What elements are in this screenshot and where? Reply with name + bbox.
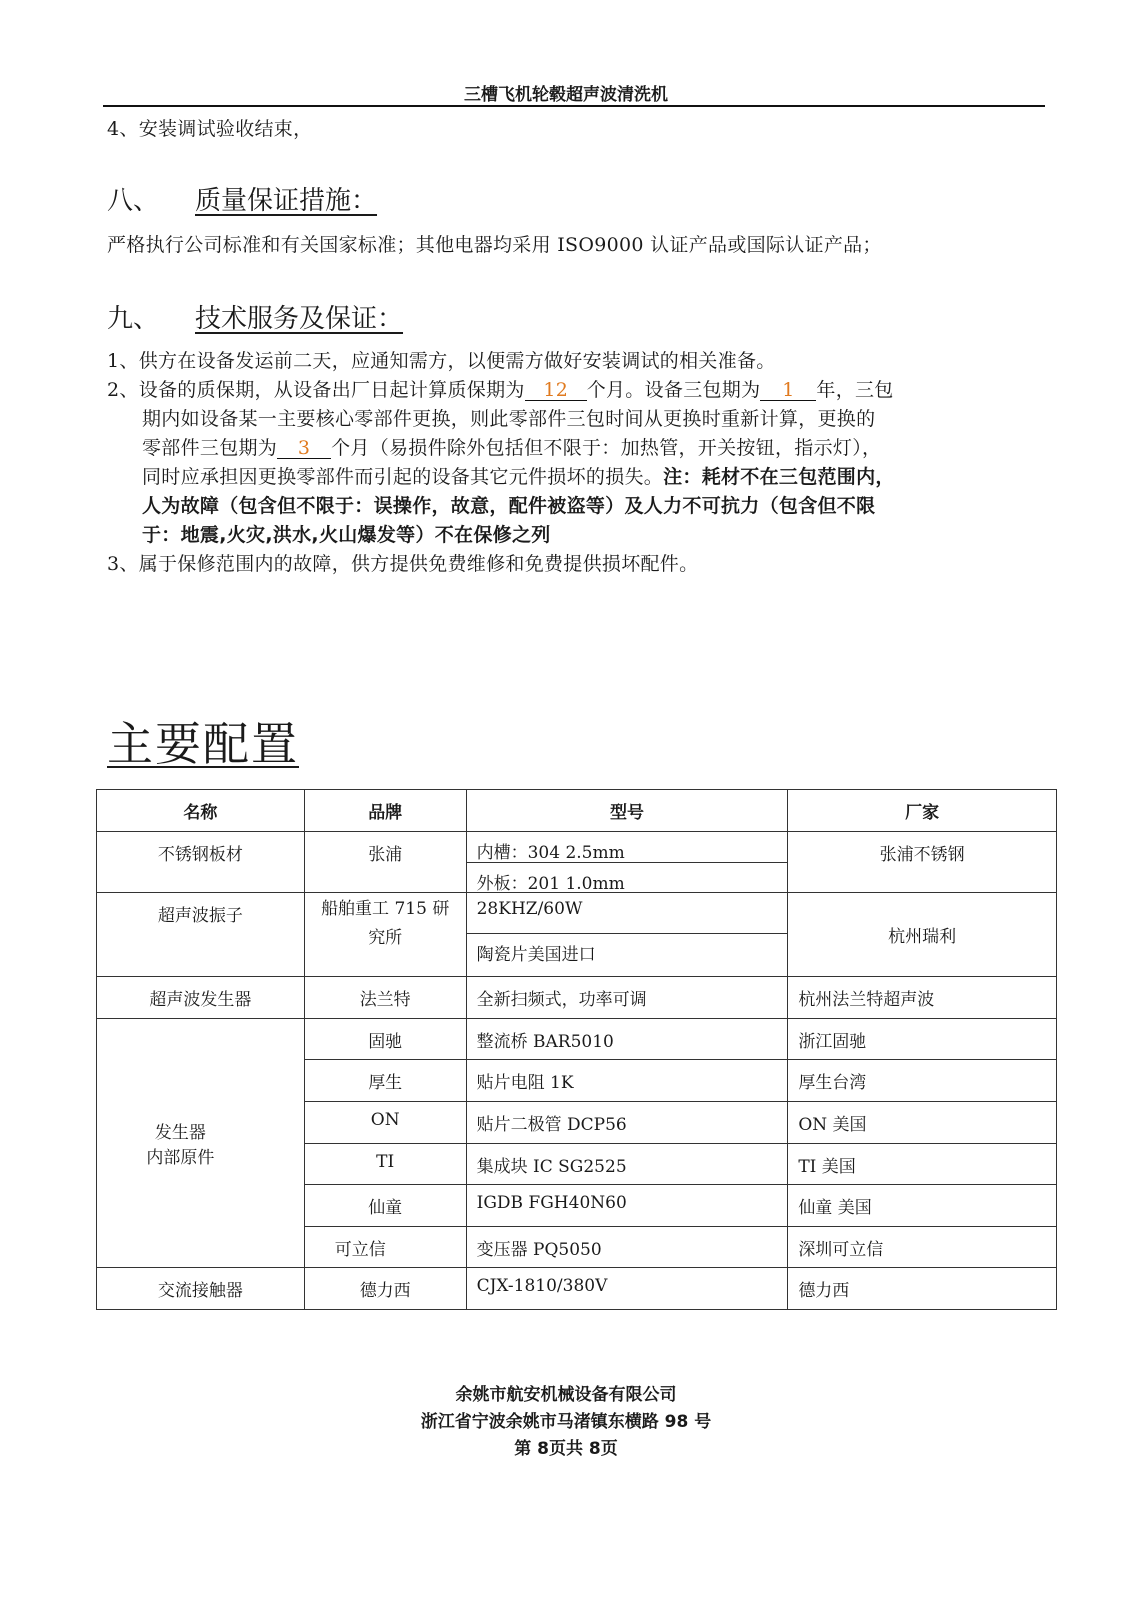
item-2-text-b: 个月。设备三包期为 <box>586 379 761 401</box>
section-9-item-1: 1、供方在设备发运前二天，应通知需方，以便需方做好安装调试的相关准备。 <box>107 350 776 372</box>
cell-maker: ON 美国 <box>788 1102 1057 1144</box>
brand-line: 船舶重工 715 研 <box>321 899 450 919</box>
warranty-months-blank: 12 <box>525 380 587 401</box>
section-8-title: 质量保证措施： <box>195 186 378 216</box>
cell-brand: 仙童 <box>304 1185 466 1227</box>
item-2-text-c: 年，三包 <box>816 379 894 401</box>
config-table <box>96 789 1057 1310</box>
cell-name: 交流接触器 <box>97 1268 305 1310</box>
cell-brand: 可立信 <box>304 1227 466 1268</box>
section-9-title: 技术服务及保证： <box>195 304 404 334</box>
section-8-body: 严格执行公司标准和有关国家标准；其他电器均采用 ISO9000 认证产品或国际认证产品； <box>107 234 882 256</box>
footer-company: 余姚市航安机械设备有限公司 <box>455 1385 677 1405</box>
section-8-number: 八、 <box>107 186 160 216</box>
footer-address: 浙江省宁波余姚市马渚镇东横路 98 号 <box>420 1412 712 1432</box>
cell-maker: 杭州瑞利 <box>788 893 1057 977</box>
section-9-item-2-line-4 <box>142 462 895 489</box>
cell-model <box>466 893 788 977</box>
brand-line: 究所 <box>368 928 403 948</box>
footer-page-number: 第 8页共 8页 <box>514 1439 618 1459</box>
internal-group-line: 发生器 <box>154 1123 206 1143</box>
cell-model: 集成块 IC SG2525 <box>466 1144 788 1185</box>
table-row <box>97 1268 1057 1310</box>
item-2-line-3-text-b: 个月（易损件除外包括但不限于：加热管，开关按钮，指示灯）， <box>331 437 882 459</box>
item-2-line-4-note: 注：耗材不在三包范围内， <box>663 466 895 488</box>
section-9-item-2-line-3 <box>142 433 881 460</box>
cell-model: CJX-1810/380V <box>466 1268 788 1310</box>
cell-brand: 厚生 <box>304 1060 466 1102</box>
col-header-maker: 厂家 <box>788 790 1057 832</box>
section-9-item-3: 3、属于保修范围内的故障，供方提供免费维修和免费提供损坏配件。 <box>107 553 699 575</box>
col-header-name: 名称 <box>97 790 305 832</box>
cell-brand: TI <box>304 1144 466 1185</box>
table-row <box>97 977 1057 1019</box>
cell-maker: TI 美国 <box>788 1144 1057 1185</box>
section-9-number: 九、 <box>107 304 160 334</box>
item-2-line-3-text-a: 零部件三包期为 <box>142 437 278 459</box>
cell-maker: 仙童 美国 <box>788 1185 1057 1227</box>
table-row <box>97 893 1057 977</box>
model-line: 陶瓷片美国进口 <box>467 933 788 976</box>
table-row <box>97 1019 1057 1060</box>
table-row <box>97 832 1057 893</box>
cell-brand <box>304 893 466 977</box>
cell-name: 超声波发生器 <box>97 977 305 1019</box>
item-2-text-a: 2、设备的质保期，从设备出厂日起计算质保期为 <box>107 379 525 401</box>
cell-model <box>466 832 788 893</box>
three-guarantee-years-blank: 1 <box>760 380 816 401</box>
section-9-item-2-line-6: 于：地震,火灾,洪水,火山爆发等）不在保修之列 <box>142 524 551 546</box>
main-config-heading: 主要配置 <box>107 717 299 771</box>
model-line: 外板：201 1.0mm <box>467 862 788 892</box>
model-line: 28KHZ/60W <box>476 899 583 919</box>
section-9-heading <box>107 298 403 335</box>
cell-name-internal-parts <box>97 1019 305 1268</box>
col-header-brand: 品牌 <box>304 790 466 832</box>
cell-model: 全新扫频式，功率可调 <box>466 977 788 1019</box>
cell-maker: 张浦不锈钢 <box>788 832 1057 893</box>
cell-maker: 德力西 <box>788 1268 1057 1310</box>
item-2-line-4-text: 同时应承担因更换零部件而引起的设备其它元件损坏的损失。 <box>142 466 664 488</box>
cell-maker: 浙江固驰 <box>788 1019 1057 1060</box>
cell-model: 贴片电阻 1K <box>466 1060 788 1102</box>
model-line: 内槽：304 2.5mm <box>476 843 625 863</box>
col-header-model: 型号 <box>466 790 788 832</box>
cell-maker: 深圳可立信 <box>788 1227 1057 1268</box>
parts-guarantee-months-blank: 3 <box>277 438 331 459</box>
cell-brand: 固驰 <box>304 1019 466 1060</box>
section-9-item-2-line-5: 人为故障（包含但不限于：误操作，故意，配件被盗等）及人力不可抗力（包含但不限 <box>142 495 876 517</box>
cell-name: 不锈钢板材 <box>97 832 305 893</box>
section-9-item-2-line-2: 期内如设备某一主要核心零部件更换，则此零部件三包时间从更换时重新计算，更换的 <box>142 408 876 430</box>
cell-brand: ON <box>304 1102 466 1144</box>
cell-maker: 杭州法兰特超声波 <box>788 977 1057 1019</box>
cell-brand: 德力西 <box>304 1268 466 1310</box>
document-header-title: 三槽飞机轮毂超声波清洗机 <box>464 85 668 105</box>
header-divider <box>103 105 1045 107</box>
cell-brand: 张浦 <box>304 832 466 893</box>
section-9-item-2-line-1 <box>107 375 894 402</box>
cell-model: IGDB FGH40N60 <box>466 1185 788 1227</box>
cell-name: 超声波振子 <box>97 893 305 977</box>
section-8-heading <box>107 180 377 217</box>
cell-brand: 法兰特 <box>304 977 466 1019</box>
cell-model: 贴片二极管 DCP56 <box>466 1102 788 1144</box>
install-end-line: 4、安装调试验收结束， <box>107 118 313 140</box>
cell-model: 整流桥 BAR5010 <box>466 1019 788 1060</box>
internal-group-line: 内部原件 <box>146 1148 215 1168</box>
table-header-row <box>97 790 1057 832</box>
cell-model: 变压器 PQ5050 <box>466 1227 788 1268</box>
cell-maker: 厚生台湾 <box>788 1060 1057 1102</box>
